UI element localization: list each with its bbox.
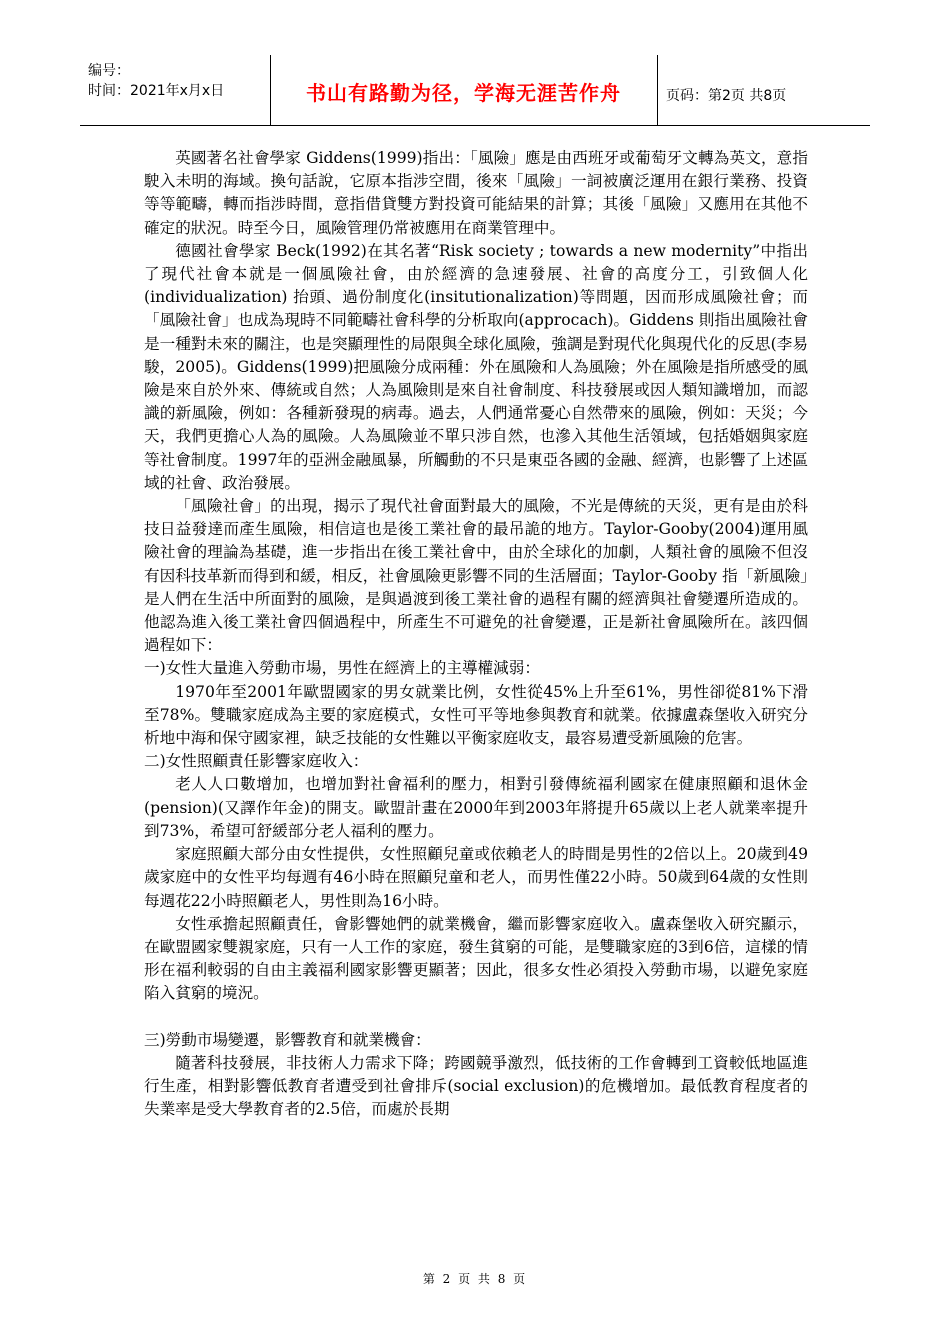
paragraph-employment-ratio: 1970年至2001年歐盟國家的男女就業比例，女性從45%上升至61%，男性卻從81%下滑至78%。雙職家庭成為主要的家庭模式，女性可平等地參與教育和就業。依據盧森堡收入研究分析地中海和保守國家裡，缺乏技能的女性難以平衡家庭收支，最容易遭受新風險的危害。 (144, 682, 808, 748)
number-label: 编号： (88, 63, 130, 79)
document-body (144, 147, 808, 1121)
paragraph-labour-market: 隨著科技發展，非技術人力需求下降；跨國競爭激烈，低技術的工作會轉到工資較低地區進行生產，相對影響低教育者遭受到社會排斥(social exclusion)的危機增加。最低教育程度者的失業率是受大學教育者的2.5倍，而處於長期 (144, 1053, 808, 1119)
time-label: 时间：2021年x月x日 (88, 83, 225, 99)
header-page-info: 页码：第2页 共8页 (666, 88, 787, 104)
section-heading-1: 一)女性大量進入勞動市場，男性在經濟上的主導權減弱： (144, 659, 540, 678)
paragraph-beck-risk-society: 德國社會學家 Beck(1992)在其名著“Risk society ; towards a new modernity”中指出了現代社會本就是一個風險社會，由於經濟的急速發展、社會的高度分工，引致個人化(individualization) 抬頭、過份制度化(insitutionalization)等問題，因而形成風險社會；而「風險社會」也成為現時不同範疇社會科學的分析取向(approcach)。Giddens 則指出風險社會是一種對未來的關注，也是突顯理性的局限與全球化風險，強調是對現代化與現代化的反思(李易駿，2005)。Giddens(1999)把風險分成兩種：外在風險和人為風險；外在風險是指所感受的風險是來自於外來、傳統或自然；人為風險則是來自社會制度、科技發展或因人類知識增加，而認識的新風險，例如：各種新發現的病毒。過去，人們通常憂心自然帶來的風險，例如：天災；今天，我們更擔心人為的風險。人為風險並不單只涉自然，也滲入其他生活領域，包括婚姻與家庭等社會制度。1997年的亞洲金融風暴，所觸動的不只是東亞各國的金融、經濟，也影響了上述區域的社會、政治發展。 (144, 241, 808, 492)
section-heading-3: 三)勞動市場變遷，影響教育和就業機會： (144, 1030, 431, 1049)
header-meta (88, 61, 224, 101)
paragraph-gap (144, 1006, 808, 1029)
section-heading-2: 二)女性照顧責任影響家庭收入： (144, 752, 369, 771)
page-header (80, 55, 870, 126)
header-motto: 书山有路勤为径，学海无涯苦作舟 (306, 81, 621, 105)
page-footer: 第 2 页 共 8 页 (422, 1272, 528, 1286)
paragraph-giddens-risk: 英國著名社會學家 Giddens(1999)指出：「風險」應是由西班牙或葡萄牙文轉為英文，意指駛入未明的海域。換句話說，它原本指涉空間，後來「風險」一詞被廣泛運用在銀行業務、投資等等範疇，轉而指涉時間，意指借貸雙方對投資可能結果的計算；其後「風險」又應用在其他不確定的狀況。時至今日，風險管理仍常被應用在商業管理中。 (144, 149, 808, 237)
paragraph-risk-society-emergence: 「風險社會」的出現，揭示了現代社會面對最大的風險，不光是傳統的天災，更有是由於科技日益發達而產生風險，相信這也是後工業社會的最吊詭的地方。Taylor-Gooby(2004)運用風險社會的理論為基礎，進一步指出在後工業社會中，由於全球化的加劇，人類社會的風險不但沒有因科技革新而得到和緩，相反，社會風險更影響不同的生活層面；Taylor-Gooby 指「新風險」是人們在生活中所面對的風險，是與過渡到後工業社會的過程有關的經濟與社會變遷所造成的。他認為進入後工業社會四個過程中，所產生不可避免的社會變遷，正是新社會風險所在。該四個過程如下： (144, 497, 808, 655)
paragraph-care-responsibility: 女性承擔起照顧責任，會影響她們的就業機會，繼而影響家庭收入。盧森堡收入研究顯示，在歐盟國家雙親家庭，只有一人工作的家庭，發生貧窮的可能，是雙職家庭的3到6倍，這樣的情形在福利較弱的自由主義福利國家影響更顯著；因此，很多女性必須投入勞動市場，以避免家庭陷入貧窮的境況。 (144, 914, 808, 1003)
paragraph-elderly-population: 老人人口數增加，也增加對社會福利的壓力，相對引發傳統福利國家在健康照顧和退休金(pension)(又譯作年金)的開支。歐盟計畫在2000年到2003年將提升65歲以上老人就業率提升到73%，希望可舒緩部分老人福利的壓力。 (144, 775, 808, 840)
header-divider-right (657, 55, 658, 125)
paragraph-family-care: 家庭照顧大部分由女性提供，女性照顧兒童或依賴老人的時間是男性的2倍以上。20歲到49歲家庭中的女性平均每週有46小時在照顧兒童和老人，而男性僅22小時。50歲到64歲的女性則每週花22小時照顧老人，男性則為16小時。 (144, 845, 808, 910)
